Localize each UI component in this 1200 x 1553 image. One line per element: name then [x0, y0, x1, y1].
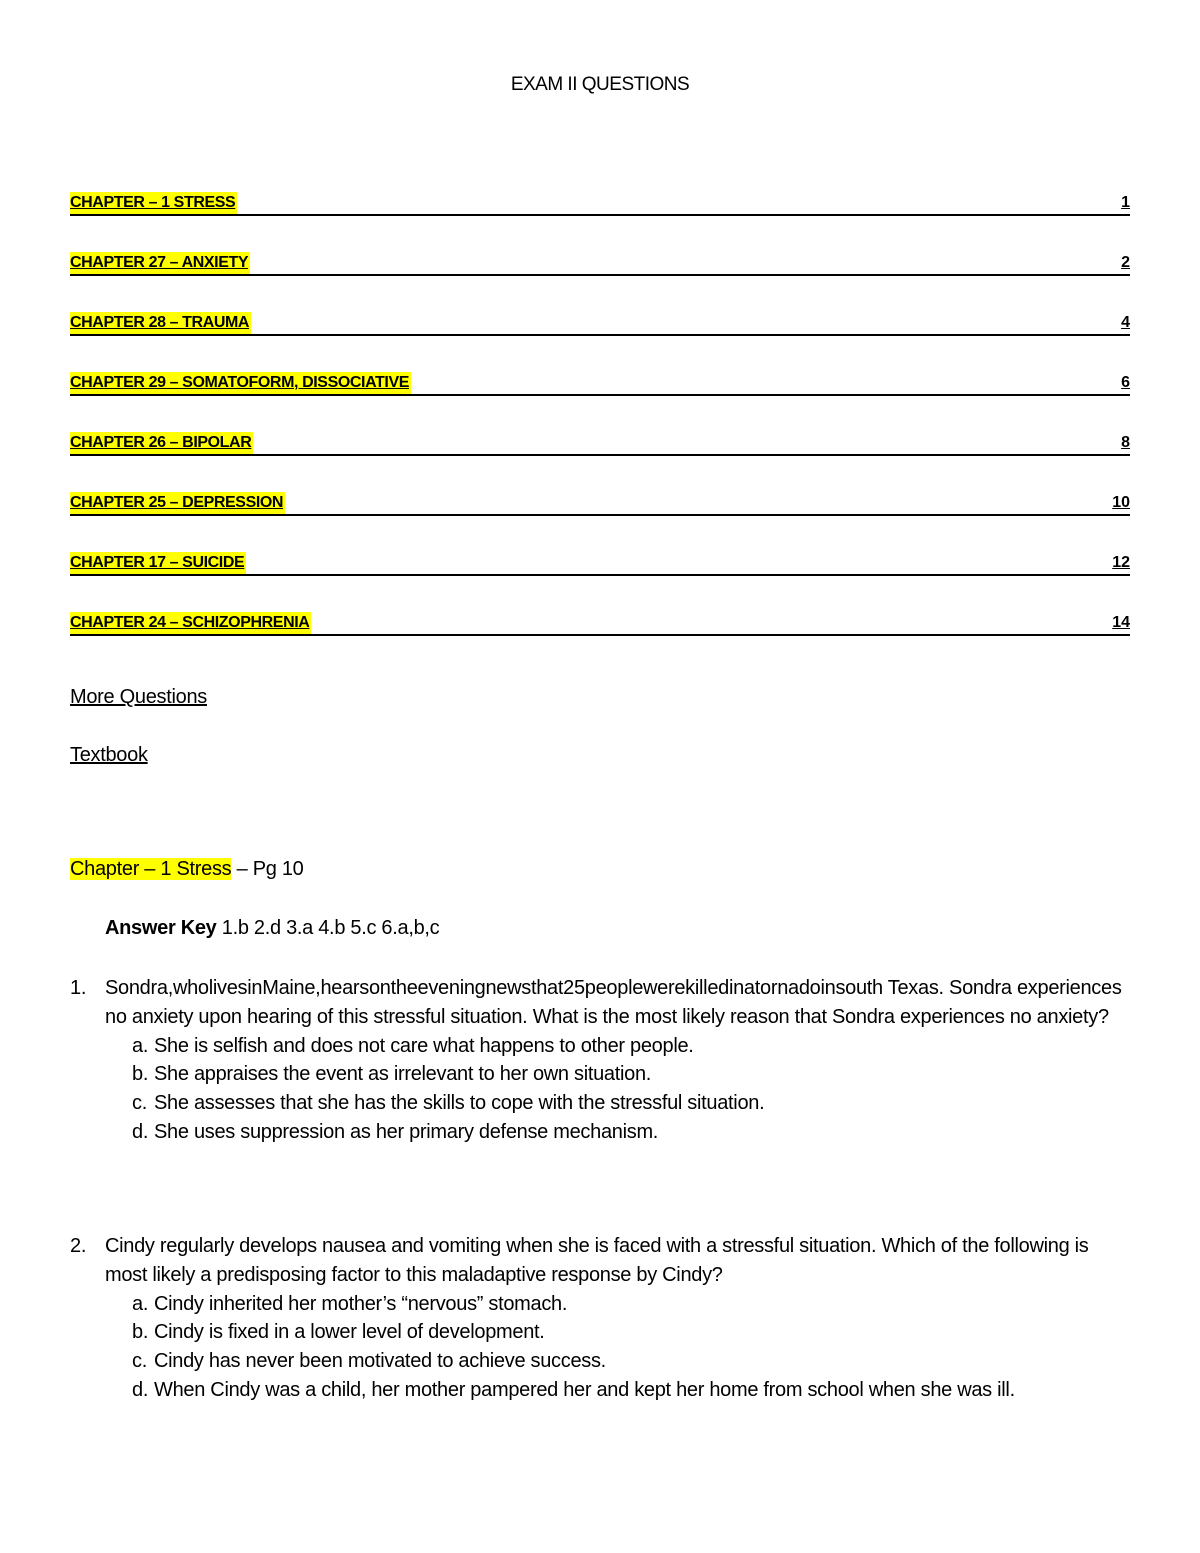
option-text: Cindy is fixed in a lower level of development. [154, 1321, 545, 1344]
question-number: 2. [70, 1235, 87, 1257]
option-text: Cindy has never been motivated to achieve success. [154, 1350, 606, 1373]
toc-entry-stress[interactable] [70, 192, 1130, 216]
document-title: EXAM II QUESTIONS [510, 74, 690, 95]
answer-option [132, 1347, 1130, 1376]
toc-link[interactable]: CHAPTER 29 – SOMATOFORM, DISSOCIATIVE [70, 372, 411, 394]
answer-option [132, 1118, 1130, 1147]
option-text: Cindy inherited her mother’s “nervous” stomach. [154, 1292, 568, 1315]
toc-link[interactable]: CHAPTER 26 – BIPOLAR [70, 432, 253, 454]
toc-link[interactable]: CHAPTER 17 – SUICIDE [70, 552, 246, 574]
answer-key-label: Answer Key [105, 917, 217, 939]
toc-link[interactable]: CHAPTER – 1 STRESS [70, 192, 237, 214]
answer-key [105, 917, 439, 940]
option-letter: d. [132, 1378, 149, 1401]
answer-option [132, 1060, 1130, 1089]
toc-link[interactable]: CHAPTER 24 – SCHIZOPHRENIA [70, 612, 311, 634]
toc-page-number: 2 [1121, 254, 1130, 271]
toc-page-number: 12 [1112, 554, 1130, 571]
question-item [70, 1232, 1130, 1405]
answer-option [132, 1032, 1130, 1061]
option-text: She appraises the event as irrelevant to her own situation. [154, 1063, 652, 1086]
toc-page-number: 14 [1112, 614, 1130, 631]
answer-option [132, 1089, 1130, 1118]
question-item [70, 974, 1130, 1147]
toc-entry-somatoform[interactable] [70, 372, 1130, 396]
question-stem: Sondra,wholivesinMaine,hearsontheeveningnewsthat25peoplewerekilledinatornadoinsouth Texas. Sondra experiences no anxiety upon hearing of this stressful situation. What is the most likely reason that Sondra experiences no anxiety? [105, 977, 1122, 1028]
option-text: She assesses that she has the skills to cope with the stressful situation. [154, 1092, 765, 1115]
option-text: When Cindy was a child, her mother pampered her and kept her home from school when she was ill. [154, 1378, 1015, 1401]
option-letter: c. [132, 1350, 147, 1373]
toc-entry-trauma[interactable] [70, 312, 1130, 336]
option-letter: d. [132, 1120, 149, 1143]
answer-options [132, 1032, 1130, 1147]
option-text: She is selfish and does not care what happens to other people. [154, 1034, 694, 1057]
answer-option [132, 1290, 1130, 1319]
toc-page-number: 4 [1121, 314, 1130, 331]
table-of-contents [70, 192, 1130, 672]
more-questions-link[interactable]: More Questions [70, 686, 207, 708]
textbook-link[interactable]: Textbook [70, 744, 148, 766]
toc-entry-depression[interactable] [70, 492, 1130, 516]
option-letter: a. [132, 1034, 149, 1057]
toc-link[interactable]: CHAPTER 25 – DEPRESSION [70, 492, 285, 514]
question-number: 1. [70, 977, 87, 999]
toc-entry-anxiety[interactable] [70, 252, 1130, 276]
section-chapter-label: Chapter – 1 Stress [70, 858, 232, 880]
option-text: She uses suppression as her primary defense mechanism. [154, 1120, 659, 1143]
option-letter: c. [132, 1092, 147, 1115]
toc-page-number: 10 [1112, 494, 1130, 511]
answer-options [132, 1290, 1130, 1405]
option-letter: a. [132, 1292, 149, 1315]
toc-page-number: 8 [1121, 434, 1130, 451]
toc-entry-bipolar[interactable] [70, 432, 1130, 456]
question-stem: Cindy regularly develops nausea and vomiting when she is faced with a stressful situation. Which of the following is most likely a predisposing factor to this maladaptive response by Cindy? [105, 1235, 1089, 1286]
option-letter: b. [132, 1063, 149, 1086]
section-heading [70, 858, 303, 881]
answer-key-values: 1.b 2.d 3.a 4.b 5.c 6.a,b,c [216, 917, 440, 939]
toc-entry-suicide[interactable] [70, 552, 1130, 576]
toc-page-number: 1 [1121, 194, 1130, 211]
toc-entry-schizophrenia[interactable] [70, 612, 1130, 636]
answer-option [132, 1318, 1130, 1347]
option-letter: b. [132, 1321, 149, 1344]
toc-link[interactable]: CHAPTER 27 – ANXIETY [70, 252, 250, 274]
answer-option [132, 1376, 1130, 1405]
section-page-ref: – Pg 10 [231, 858, 304, 880]
toc-link[interactable]: CHAPTER 28 – TRAUMA [70, 312, 251, 334]
toc-page-number: 6 [1121, 374, 1130, 391]
